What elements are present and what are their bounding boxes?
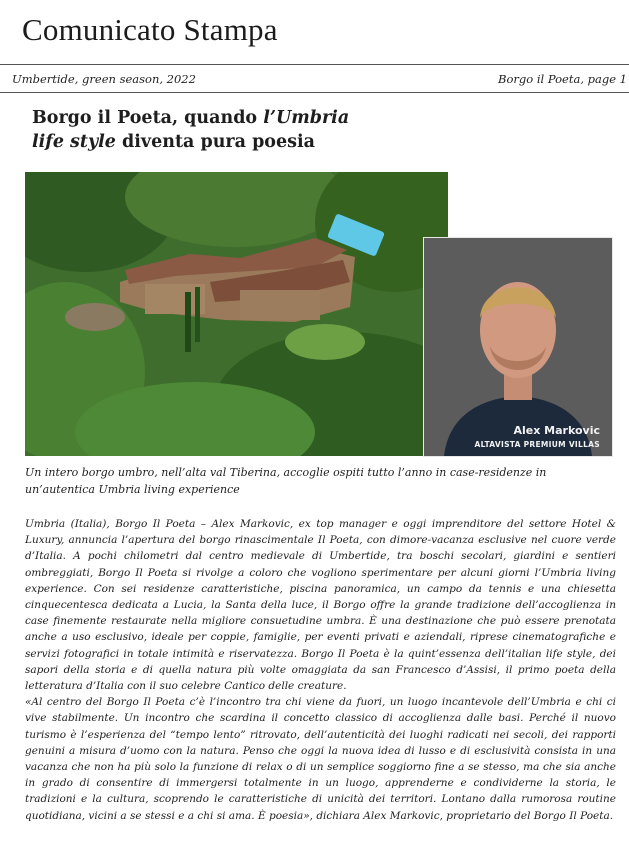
header-rule-top [0,64,629,65]
dateline: Umbertide, green season, 2022 [12,72,196,86]
lead-paragraph: Un intero borgo umbro, nell’alta val Tiberina, accoglie ospiti tutto l’anno in case-residenze in un’autentica Umbria living experience [25,466,547,496]
portrait-caption-name: Alex Markovic [513,424,600,437]
headline-part-1: Borgo il Poeta, quando [32,108,264,128]
headline-part-4: diventa pura poesia [115,132,315,152]
masthead-title: Comunicato Stampa [22,12,278,47]
headline-part-2: l’Umbria [263,108,350,128]
page-reference: Borgo il Poeta, page 1 [498,72,627,86]
headline [32,106,432,154]
borgo-aerial-photo [25,172,448,456]
article-body [25,516,616,824]
body-paragraph-1: Umbria (Italia), Borgo Il Poeta – Alex Markovic, ex top manager e oggi imprenditore del settore Hotel & Luxury, annuncia l’apertura del borgo rinascimentale Il Poeta, con dimore-vacanza esclusive nel cuore verde d’Italia. A pochi chilometri dal centro medievale di Umbertide, tra boschi secolari, giardini e sentieri ombreggiati, Borgo Il Poeta si rivolge a coloro che vogliono sperimentare per alcuni giorni l’Umbria living experience. Con sei residenze caratteristiche, piscina panoramica, un campo da tennis e una chiesetta cinquecentesca dedicata a Lucia, la Santa della luce, il Borgo offre la grande tradizione dell’accoglienza in case finemente restaurate nella migliore consuetudine umbra. È una destinazione che può essere prenotata anche a uso esclusivo, ideale per coppie, famiglie, per eventi privati e aziendali, riprese cinematografiche e servizi fotografici in totale intimità e riservatezza. Borgo Il Poeta è la quint’essenza dell’italian life style, dei sapori della storia e di quella natura più volte omaggiata da san Francesco d’Assisi, il primo poeta della letteratura d’Italia con il suo celebre Cantico delle creature. [25,518,616,693]
header-rule-bottom [0,92,629,93]
alex-markovic-portrait [423,237,613,457]
headline-part-3: life style [32,132,116,152]
portrait-caption-company: ALTAVISTA PREMIUM VILLAS [474,440,600,449]
body-paragraph-2: «Al centro del Borgo Il Poeta c’è l’incontro tra chi viene da fuori, un luogo incantevole dell’Umbria e chi ci vive stabilmente. Un incontro che scardina il concetto classico di accoglienza dalle basi. Perché il nuovo turismo è l’esperienza del “tempo lento” ritrovato, dell’autenticità dei luoghi radicati nei secoli, dei rapporti genuini a misura d’uomo con la natura. Penso che oggi la nuova idea di lusso e di esclusività consista in una vacanza che non ha più solo la funzione di relax o di un semplice soggiorno fine a se stesso, ma che sia anche in grado di consentire di immergersi totalmente in un luogo, apprenderne e condividerne la storia, le tradizioni e la cultura, scoprendo le caratteristiche di unicità dei territori. Lontano dalla rumorosa routine quotidiana, vicini a se stessi e a chi si ama. È poesia», dichiara Alex Markovic, proprietario del Borgo Il Poeta. [25,696,616,822]
aerial-photo-illustration [25,172,448,456]
